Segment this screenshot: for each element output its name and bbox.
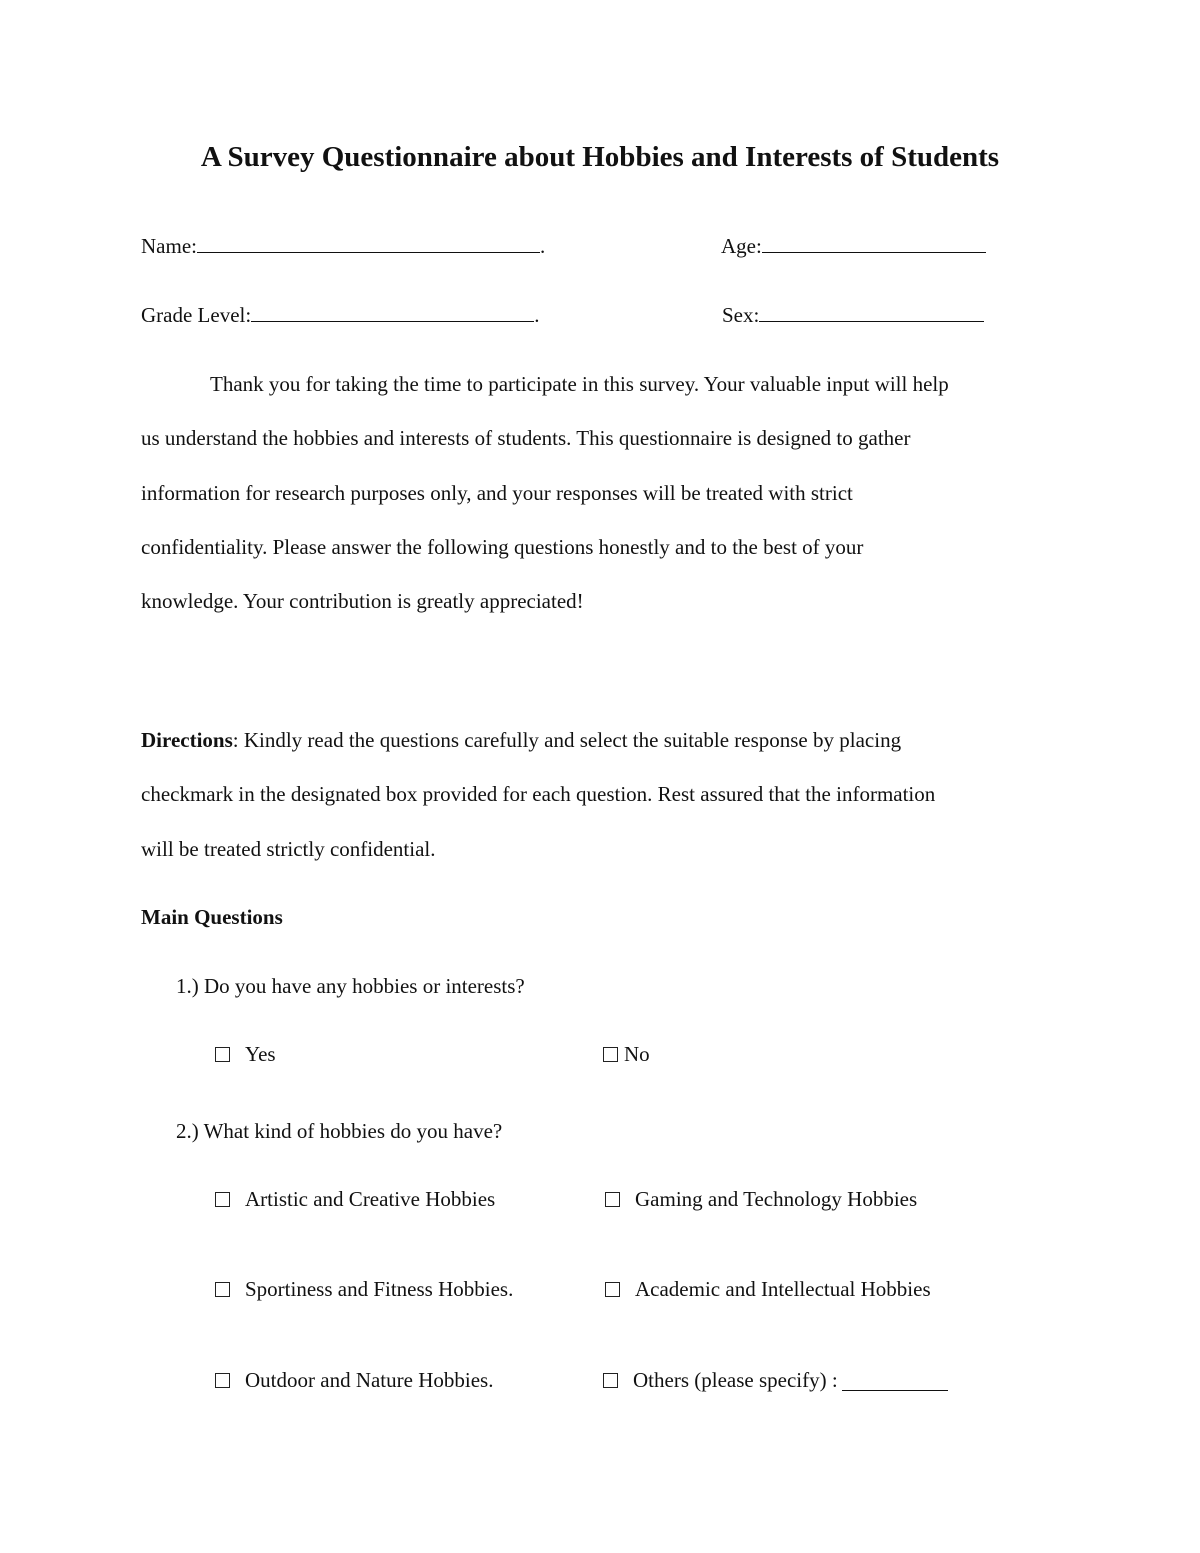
checkbox-icon[interactable] (603, 1047, 618, 1062)
option-artistic-creative[interactable] (215, 1187, 495, 1212)
option-no[interactable] (603, 1042, 650, 1067)
name-label: Name: (141, 234, 197, 258)
option-yes[interactable] (215, 1042, 276, 1067)
checkbox-icon[interactable] (215, 1192, 230, 1207)
directions-paragraph (141, 713, 1061, 876)
others-specify-blank-line[interactable] (842, 1370, 948, 1391)
checkbox-icon[interactable] (215, 1373, 230, 1388)
intro-line: us understand the hobbies and interests of students. This questionnaire is designed to gather (141, 426, 911, 451)
name-blank-line[interactable] (197, 232, 540, 253)
option-academic-intellectual[interactable] (605, 1277, 931, 1302)
intro-line: knowledge. Your contribution is greatly appreciated! (141, 589, 584, 614)
option-label: Artistic and Creative Hobbies (245, 1187, 496, 1211)
option-others[interactable] (603, 1368, 948, 1393)
option-outdoor-nature[interactable] (215, 1368, 493, 1393)
grade-level-dot: . (534, 303, 540, 327)
checkbox-icon[interactable] (603, 1373, 618, 1388)
checkbox-icon[interactable] (215, 1047, 230, 1062)
intro-paragraph (141, 357, 1061, 628)
option-label: Gaming and Technology Hobbies (635, 1187, 918, 1211)
intro-line: information for research purposes only, and your responses will be treated with strict (141, 480, 853, 505)
grade-level-label: Grade Level: (141, 303, 252, 327)
option-label: No (624, 1042, 650, 1066)
directions-line: checkmark in the designated box provided for each question. Rest assured that the information (141, 782, 936, 807)
grade-level-field[interactable] (141, 301, 539, 328)
directions-line: Directions: Kindly read the questions carefully and select the suitable response by placing (141, 728, 902, 752)
intro-line: Thank you for taking the time to participate in this survey. Your valuable input will help (210, 372, 949, 396)
directions-line: will be treated strictly confidential. (141, 836, 436, 861)
question-2-text: 2.) What kind of hobbies do you have? (176, 1119, 503, 1143)
checkbox-icon[interactable] (605, 1282, 620, 1297)
option-gaming-technology[interactable] (605, 1187, 917, 1212)
option-sportiness-fitness[interactable] (215, 1277, 513, 1302)
document-title: A Survey Questionnaire about Hobbies and Interests of Students (200, 141, 1000, 173)
intro-line: confidentiality. Please answer the following questions honestly and to the best of your (141, 534, 864, 559)
age-blank-line[interactable] (762, 232, 986, 253)
age-label: Age: (721, 234, 762, 258)
option-label: Outdoor and Nature Hobbies. (245, 1368, 494, 1392)
name-field[interactable] (141, 232, 545, 259)
name-dot: . (539, 234, 546, 258)
checkbox-icon[interactable] (215, 1282, 230, 1297)
main-questions-heading: Main Questions (141, 905, 283, 929)
sex-label: Sex: (722, 303, 760, 327)
question-1-text: 1.) Do you have any hobbies or interests? (176, 974, 525, 998)
option-label: Yes (245, 1042, 276, 1066)
option-label: Academic and Intellectual Hobbies (635, 1277, 931, 1301)
option-label: Sportiness and Fitness Hobbies. (245, 1277, 514, 1301)
grade-level-blank-line[interactable] (251, 301, 534, 322)
option-label: Others (please specify) : (633, 1368, 838, 1392)
age-field[interactable] (721, 232, 986, 259)
sex-field[interactable] (722, 301, 984, 328)
sex-blank-line[interactable] (759, 301, 984, 322)
checkbox-icon[interactable] (605, 1192, 620, 1207)
directions-label: Directions (141, 728, 233, 752)
